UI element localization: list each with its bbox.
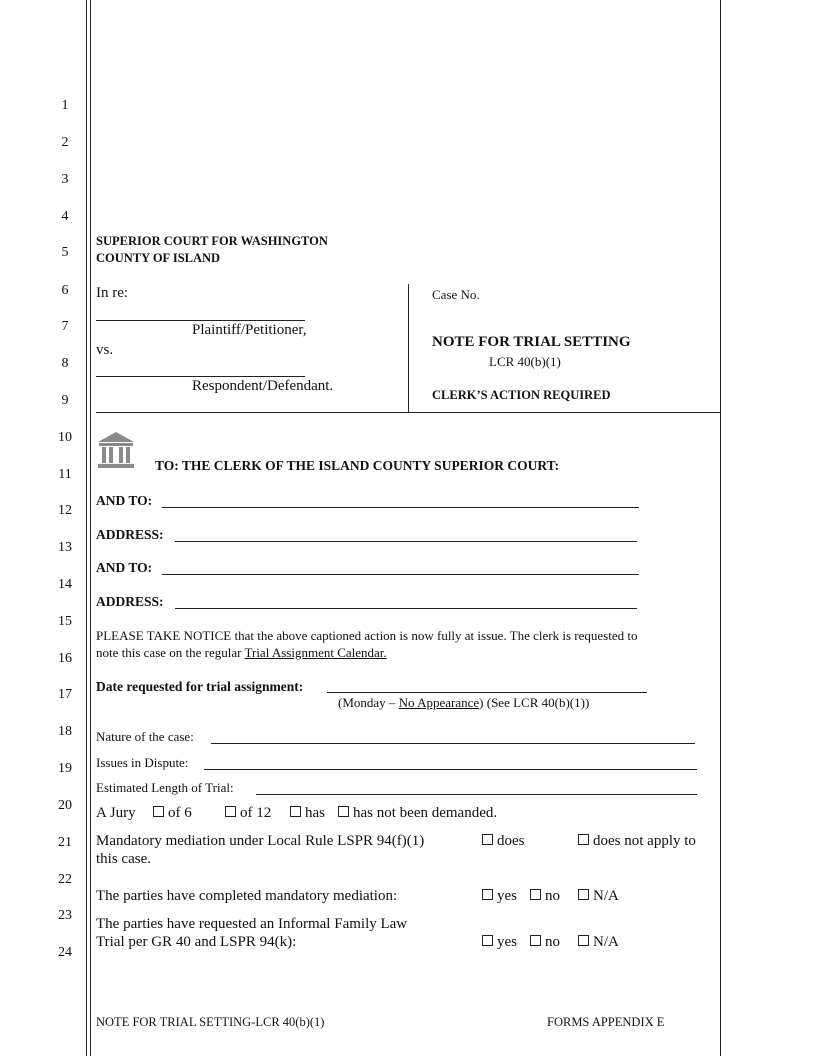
mediation-does-option[interactable] bbox=[482, 833, 525, 850]
completed-mediation-label: The parties have completed mandatory mediation: bbox=[96, 888, 398, 904]
jury-of-12-label: of 12 bbox=[240, 805, 272, 821]
completed-no-label: no bbox=[545, 888, 560, 904]
line-number: 1 bbox=[61, 98, 69, 113]
notice-line-2-text: note this case on the regular bbox=[96, 645, 245, 660]
line-number: 21 bbox=[58, 835, 72, 850]
informal-na-option[interactable] bbox=[578, 934, 619, 951]
length-label: Estimated Length of Trial: bbox=[96, 780, 234, 795]
in-re-label: In re: bbox=[96, 285, 129, 301]
informal-na-label: N/A bbox=[593, 934, 619, 950]
line-number: 3 bbox=[61, 172, 69, 187]
date-requested-field[interactable] bbox=[327, 692, 647, 693]
clerk-action-required: CLERK’S ACTION REQUIRED bbox=[432, 388, 611, 402]
left-margin-rule-outer bbox=[86, 0, 87, 1056]
line-number: 9 bbox=[61, 393, 69, 408]
checkbox-icon[interactable] bbox=[482, 834, 493, 845]
mediation-does-not-option[interactable] bbox=[578, 833, 696, 850]
footer-left: NOTE FOR TRIAL SETTING-LCR 40(b)(1) bbox=[96, 1015, 325, 1029]
line-number: 14 bbox=[58, 577, 72, 592]
line-number: 7 bbox=[61, 319, 69, 334]
date-requested-label: Date requested for trial assignment: bbox=[96, 679, 304, 694]
mediation-does-not-label: does not apply to bbox=[593, 833, 696, 849]
line-number: 16 bbox=[58, 651, 72, 666]
line-number: 5 bbox=[61, 245, 69, 260]
checkbox-icon[interactable] bbox=[482, 935, 493, 946]
jury-has-option[interactable] bbox=[290, 805, 325, 822]
mediation-label-2: this case. bbox=[96, 851, 151, 867]
issues-field[interactable] bbox=[204, 769, 697, 770]
checkbox-icon[interactable] bbox=[153, 806, 164, 817]
notice-line-1: PLEASE TAKE NOTICE that the above captioned action is now fully at issue. The clerk is requested to bbox=[96, 628, 638, 643]
completed-no-option[interactable] bbox=[530, 888, 560, 905]
vs-label: vs. bbox=[96, 342, 114, 358]
length-field[interactable] bbox=[256, 794, 697, 795]
jury-of-6-label: of 6 bbox=[168, 805, 192, 821]
mediation-label-1: Mandatory mediation under Local Rule LSPR 94(f)(1) bbox=[96, 833, 425, 849]
line-number: 18 bbox=[58, 724, 72, 739]
date-note-no-appearance: No Appearance bbox=[398, 695, 480, 710]
line-number: 8 bbox=[61, 356, 69, 371]
line-number: 6 bbox=[61, 283, 69, 298]
line-number: 15 bbox=[58, 614, 72, 629]
court-county: COUNTY OF ISLAND bbox=[96, 251, 221, 265]
document-rule: LCR 40(b)(1) bbox=[489, 354, 561, 369]
and-to-field-2[interactable] bbox=[162, 574, 639, 575]
plaintiff-name-line[interactable] bbox=[96, 320, 305, 321]
address-field-1[interactable] bbox=[175, 541, 637, 542]
court-name: SUPERIOR COURT FOR WASHINGTON bbox=[96, 234, 328, 248]
notice-line-2 bbox=[96, 645, 387, 661]
line-number: 19 bbox=[58, 761, 72, 776]
checkbox-icon[interactable] bbox=[578, 834, 589, 845]
caption-bottom-rule bbox=[96, 412, 720, 413]
completed-yes-label: yes bbox=[497, 888, 517, 904]
date-note-prefix: (Monday – bbox=[338, 695, 399, 710]
checkbox-icon[interactable] bbox=[578, 889, 589, 900]
line-number: 24 bbox=[58, 945, 72, 960]
checkbox-icon[interactable] bbox=[482, 889, 493, 900]
informal-yes-option[interactable] bbox=[482, 934, 517, 951]
jury-of-12-option[interactable] bbox=[225, 805, 271, 822]
informal-no-option[interactable] bbox=[530, 934, 560, 951]
completed-yes-option[interactable] bbox=[482, 888, 517, 905]
to-clerk-heading: TO: THE CLERK OF THE ISLAND COUNTY SUPERIOR COURT: bbox=[155, 458, 560, 473]
respondent-name-line[interactable] bbox=[96, 376, 305, 377]
courthouse-icon bbox=[96, 430, 136, 475]
line-number: 12 bbox=[58, 503, 72, 518]
completed-na-label: N/A bbox=[593, 888, 619, 904]
plaintiff-label: Plaintiff/Petitioner, bbox=[192, 322, 307, 338]
line-number: 4 bbox=[61, 209, 69, 224]
line-number: 23 bbox=[58, 908, 72, 923]
jury-has-not-label: has not been demanded. bbox=[353, 805, 498, 821]
mediation-does-label: does bbox=[497, 833, 525, 849]
date-note-suffix: ) (See LCR 40(b)(1)) bbox=[479, 695, 590, 710]
address-field-2[interactable] bbox=[175, 608, 637, 609]
address-label-2: ADDRESS: bbox=[96, 594, 164, 609]
checkbox-icon[interactable] bbox=[338, 806, 349, 817]
informal-yes-label: yes bbox=[497, 934, 517, 950]
left-margin-rule-inner bbox=[90, 0, 91, 1056]
checkbox-icon[interactable] bbox=[225, 806, 236, 817]
line-number: 10 bbox=[58, 430, 72, 445]
jury-has-not-option[interactable] bbox=[338, 805, 497, 822]
and-to-field-1[interactable] bbox=[162, 507, 639, 508]
checkbox-icon[interactable] bbox=[530, 935, 541, 946]
checkbox-icon[interactable] bbox=[290, 806, 301, 817]
nature-label: Nature of the case: bbox=[96, 729, 194, 744]
footer-right: FORMS APPENDIX E bbox=[547, 1015, 665, 1029]
line-number: 20 bbox=[58, 798, 72, 813]
document-title: NOTE FOR TRIAL SETTING bbox=[432, 334, 631, 350]
respondent-label: Respondent/Defendant. bbox=[192, 378, 334, 394]
trial-calendar-link: Trial Assignment Calendar. bbox=[244, 645, 387, 660]
checkbox-icon[interactable] bbox=[578, 935, 589, 946]
nature-field[interactable] bbox=[211, 743, 695, 744]
informal-trial-label-1: The parties have requested an Informal Family Law bbox=[96, 916, 408, 932]
line-number: 17 bbox=[58, 687, 72, 702]
jury-has-label: has bbox=[305, 805, 325, 821]
address-label-1: ADDRESS: bbox=[96, 527, 164, 542]
date-requested-note bbox=[338, 695, 589, 711]
line-number: 13 bbox=[58, 540, 72, 555]
issues-label: Issues in Dispute: bbox=[96, 755, 189, 770]
jury-of-6-option[interactable] bbox=[153, 805, 192, 822]
informal-trial-label-2: Trial per GR 40 and LSPR 94(k): bbox=[96, 934, 297, 950]
line-number: 2 bbox=[61, 135, 69, 150]
and-to-label-2: AND TO: bbox=[96, 560, 153, 575]
line-number: 11 bbox=[58, 467, 72, 482]
completed-na-option[interactable] bbox=[578, 888, 619, 905]
jury-label: A Jury bbox=[96, 805, 136, 821]
and-to-label-1: AND TO: bbox=[96, 493, 153, 508]
caption-divider bbox=[408, 284, 409, 412]
checkbox-icon[interactable] bbox=[530, 889, 541, 900]
line-number: 22 bbox=[58, 872, 72, 887]
informal-no-label: no bbox=[545, 934, 560, 950]
right-margin-rule bbox=[720, 0, 721, 1056]
case-number-label: Case No. bbox=[432, 287, 480, 302]
